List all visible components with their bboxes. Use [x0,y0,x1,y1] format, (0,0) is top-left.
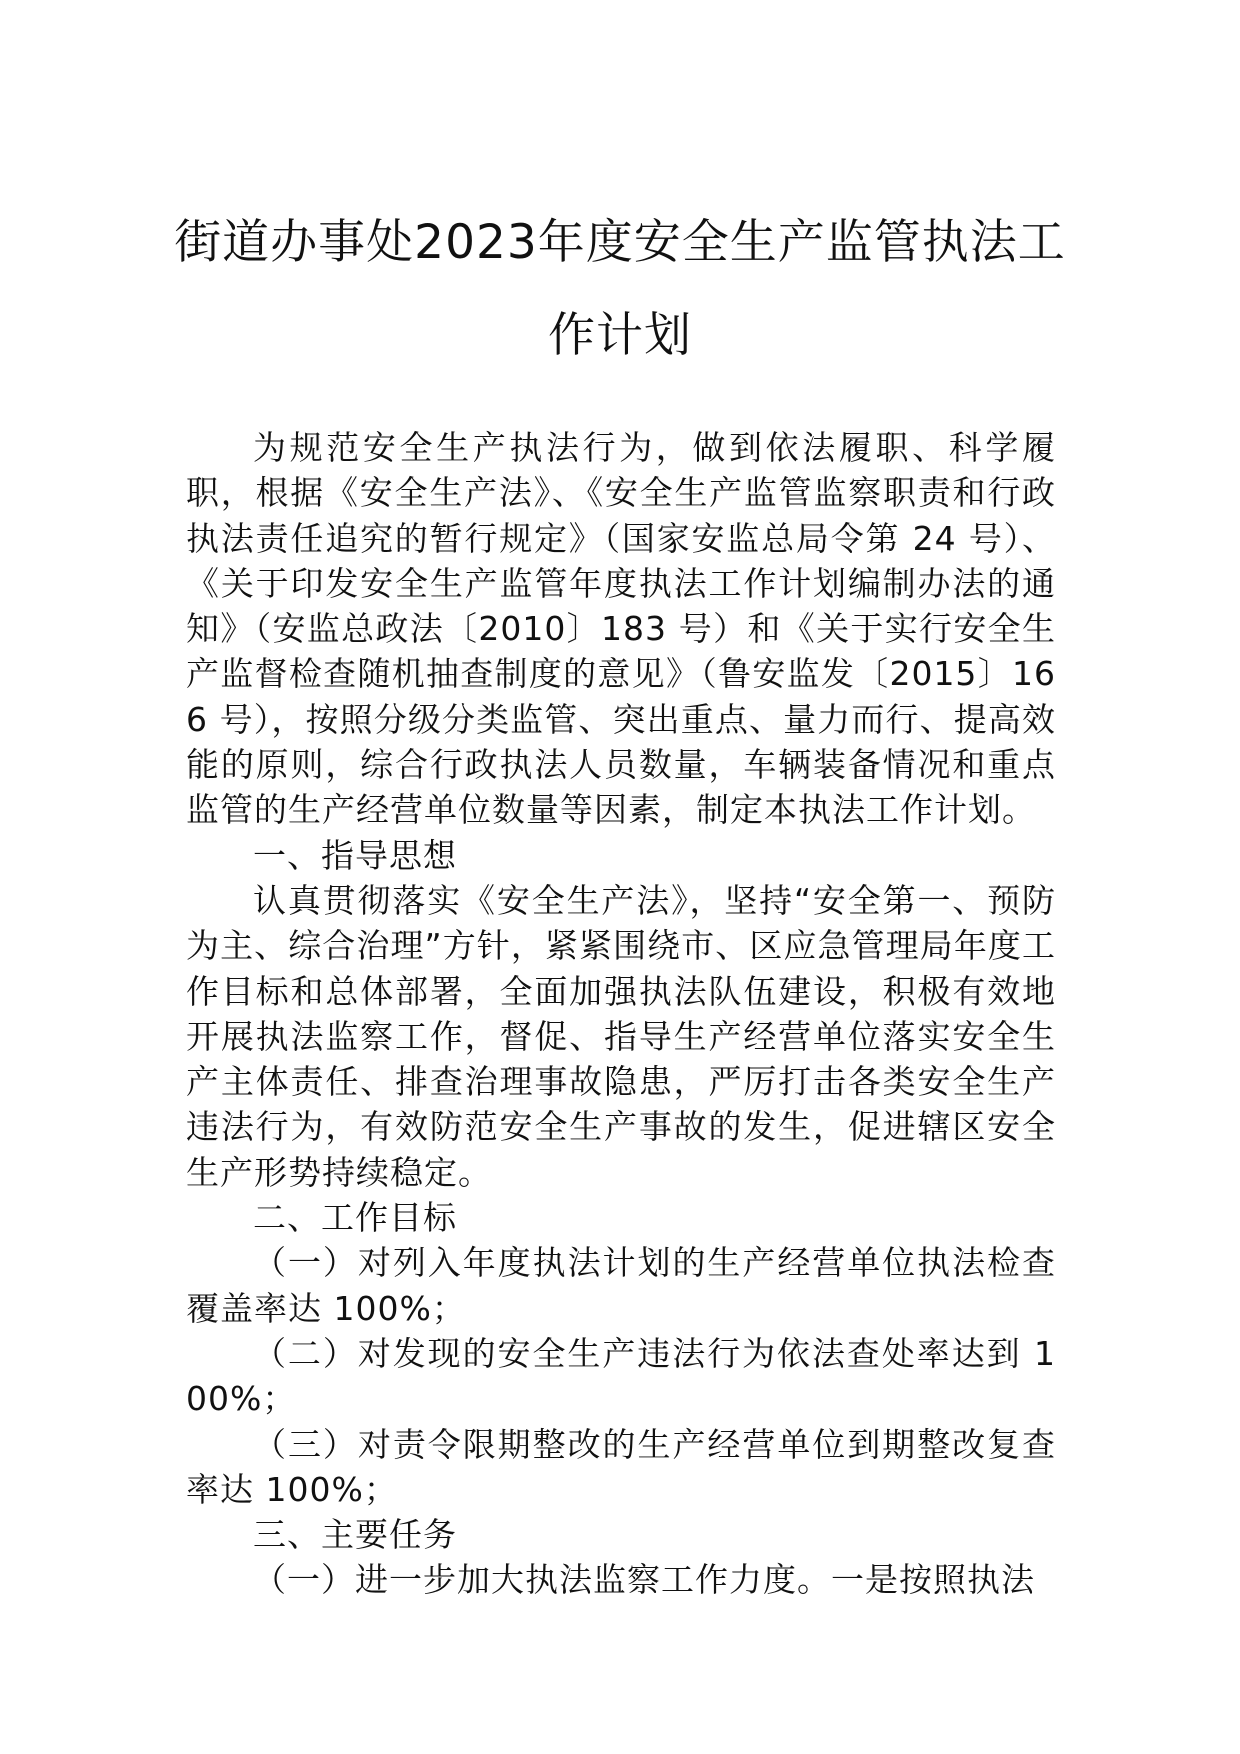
intro-paragraph: 为规范安全生产执法行为，做到依法履职、科学履职，根据《安全生产法》、《安全生产监管监察职责和行政执法责任追究的暂行规定》（国家安监总局令第 24 号）、《关于印发安全生产监管年度执法工作计划编制办法的通知》（安监总政法〔2010〕183 号）和《关于实行安全生产监督检查随机抽查制度的意见》（鲁安监发〔2015〕166 号），按照分级分类监管、突出重点、量力而行、提高效能的原则，综合行政执法人员数量，车辆装备情况和重点监管的生产经营单位数量等因素，制定本执法工作计划。 [186,428,1056,830]
document-title-line-2: 作计划 [548,308,692,363]
goal-item-1: （一）对列入年度执法计划的生产经营单位执法检查覆盖率达 100%； [186,1243,1056,1328]
section-heading-guiding-ideology: 一、指导思想 [253,835,457,875]
goal-item-3: （三）对责令限期整改的生产经营单位到期整改复查率达 100%； [186,1424,1056,1509]
document-body [186,425,1056,1603]
document-title-line-1: 街道办事处2023年度安全生产监管执法工 [174,215,1066,270]
goal-item-2: （二）对发现的安全生产违法行为依法查处率达到 100%； [186,1333,1056,1419]
task-item-1: （一）进一步加大执法监察工作力度。一是按照执法 [253,1560,1035,1600]
section-heading-work-goals: 二、工作目标 [253,1198,457,1238]
section-heading-main-tasks: 三、主要任务 [253,1515,457,1555]
guiding-ideology-paragraph: 认真贯彻落实《安全生产法》，坚持“安全第一、预防为主、综合治理”方针，紧紧围绕市、区应急管理局年度工作目标和总体部署，全面加强执法队伍建设，积极有效地开展执法监察工作，督促、指导生产经营单位落实安全生产主体责任、排查治理事故隐患，严厉打击各类安全生产违法行为，有效防范安全生产事故的发生，促进辖区安全生产形势持续稳定。 [186,880,1056,1192]
